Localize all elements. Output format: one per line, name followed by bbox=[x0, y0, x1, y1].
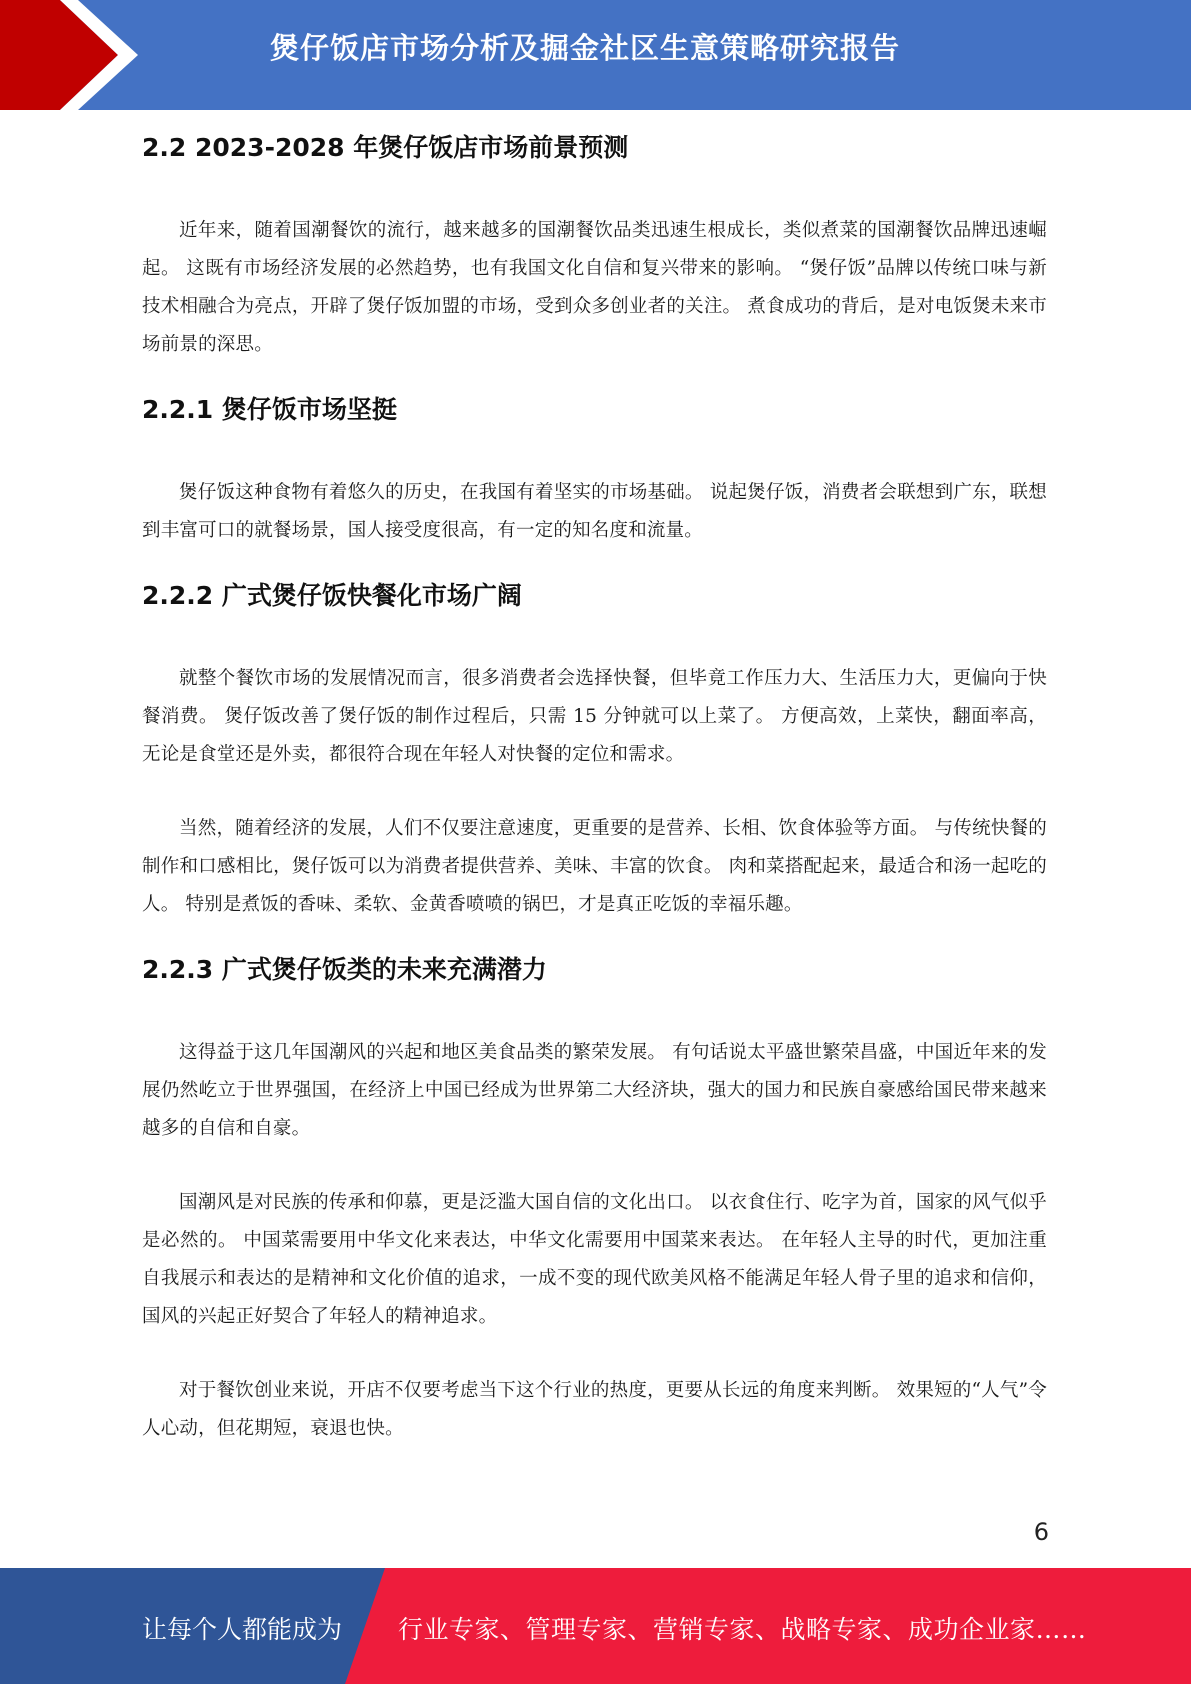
section-heading: 2.2 2023-2028 年煲仔饭店市场前景预测 bbox=[142, 133, 629, 162]
subsection-heading: 2.2.1 煲仔饭市场坚挺 bbox=[142, 395, 397, 424]
paragraph: 对于餐饮创业来说，开店不仅要考虑当下这个行业的热度，更要从长远的角度来判断。 效果短的“人气”令人心动，但花期短，衰退也快。 bbox=[142, 1380, 1047, 1439]
report-title: 煲仔饭店市场分析及掘金社区生意策略研究报告 bbox=[270, 31, 901, 65]
paragraph: 近年来，随着国潮餐饮的流行，越来越多的国潮餐饮品类迅速生根成长，类似煮菜的国潮餐饮品牌迅速崛起。 这既有市场经济发展的必然趋势，也有我国文化自信和复兴带来的影响。 “煲仔饭”品牌以传统口味与新技术相融合为亮点，开辟了煲仔饭加盟的市场，受到众多创业者的关注。 煮食成功的背后，是对电饭煲未来市场前景的深思。 bbox=[142, 220, 1047, 355]
footer-slogan-left: 让每个人都能成为 bbox=[142, 1615, 343, 1644]
paragraph: 就整个餐饮市场的发展情况而言，很多消费者会选择快餐，但毕竟工作压力大、生活压力大，更偏向于快餐消费。 煲仔饭改善了煲仔饭的制作过程后，只需 15 分钟就可以上菜了。 方便高效，上菜快，翻面率高，无论是食堂还是外卖，都很符合现在年轻人对快餐的定位和需求。 bbox=[142, 668, 1047, 765]
paragraph: 这得益于这几年国潮风的兴起和地区美食品类的繁荣发展。 有句话说太平盛世繁荣昌盛，中国近年来的发展仍然屹立于世界强国，在经济上中国已经成为世界第二大经济块，强大的国力和民族自豪感给国民带来越来越多的自信和自豪。 bbox=[142, 1042, 1047, 1139]
paragraph: 煲仔饭这种食物有着悠久的历史，在我国有着坚实的市场基础。 说起煲仔饭，消费者会联想到广东，联想到丰富可口的就餐场景，国人接受度很高，有一定的知名度和流量。 bbox=[142, 482, 1047, 541]
page-number: 6 bbox=[1033, 1518, 1049, 1546]
document-body bbox=[142, 128, 1047, 1448]
page-header bbox=[0, 0, 1191, 110]
page-footer bbox=[0, 1568, 1191, 1684]
subsection-heading: 2.2.2 广式煲仔饭快餐化市场广阔 bbox=[142, 581, 522, 610]
paragraph: 当然，随着经济的发展，人们不仅要注意速度，更重要的是营养、长相、饮食体验等方面。 与传统快餐的制作和口感相比，煲仔饭可以为消费者提供营养、美味、丰富的饮食。 肉和菜搭配起来，最适合和汤一起吃的人。 特别是煮饭的香味、柔软、金黄香喷喷的锅巴，才是真正吃饭的幸福乐趣。 bbox=[142, 818, 1047, 915]
header-arrow-icon bbox=[0, 0, 160, 110]
subsection-heading: 2.2.3 广式煲仔饭类的未来充满潜力 bbox=[142, 955, 547, 984]
paragraph: 国潮风是对民族的传承和仰慕，更是泛滥大国自信的文化出口。 以衣食住行、吃字为首，国家的风气似乎是必然的。 中国菜需要用中华文化来表达，中华文化需要用中国菜来表达。 在年轻人主导的时代，更加注重自我展示和表达的是精神和文化价值的追求，一成不变的现代欧美风格不能满足年轻人骨子里的追求和信仰，国风的兴起正好契合了年轻人的精神追求。 bbox=[142, 1192, 1047, 1327]
footer-slogan-right: 行业专家、管理专家、营销专家、战略专家、成功企业家…… bbox=[398, 1615, 1087, 1644]
